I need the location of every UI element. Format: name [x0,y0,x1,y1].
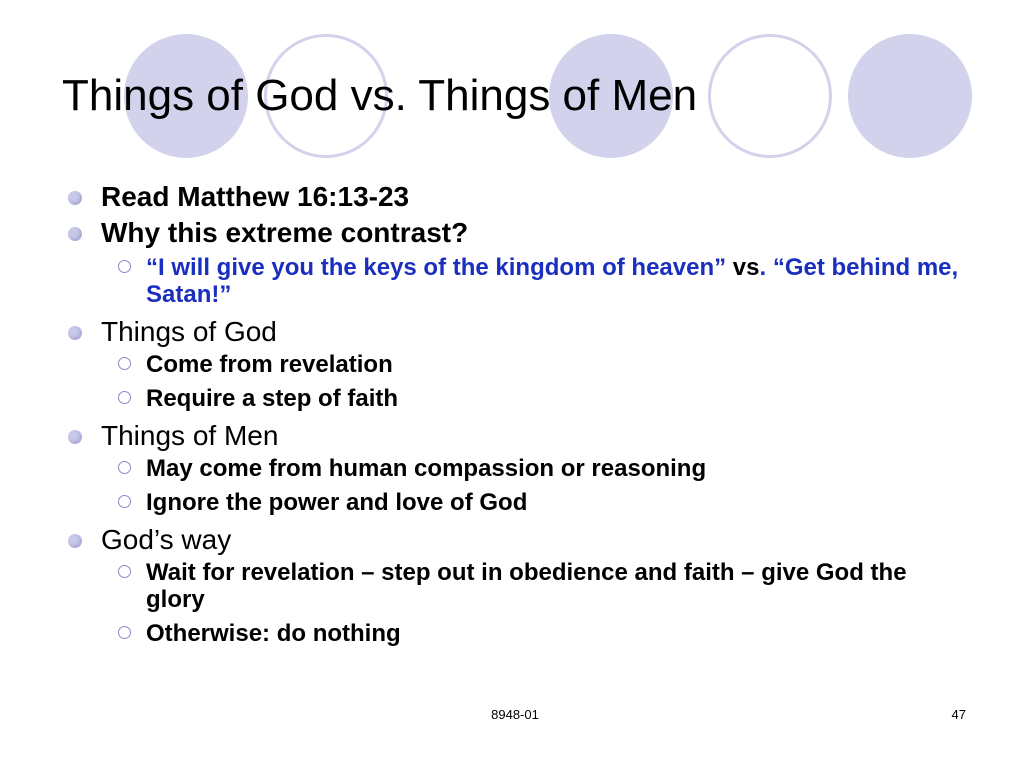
bullet-item [66,315,966,349]
quote-contrast-text [111,254,966,308]
vs-dot: . [759,254,767,281]
sub-bullet-list [66,455,966,516]
sub-bullet-item [66,620,966,647]
bullet-ring-icon [118,626,131,639]
sub-bullet-text: Otherwise: do nothing [146,620,401,647]
quote-get-behind-me: “Get behind me, Satan!” [146,254,959,308]
slide-title: Things of God vs. Things of Men [62,71,698,120]
bullet-ring-icon [118,495,131,508]
decorative-circle-ring [708,34,832,158]
bullet-item [66,216,966,250]
bullet-text: Things of God [101,316,277,347]
decorative-circle-filled [848,34,972,158]
sub-bullet-text: Ignore the power and love of God [146,489,528,516]
bullet-ring-icon [118,260,131,273]
bullet-text: Read Matthew 16:13-23 [101,181,410,212]
bullet-disc-icon [68,227,82,241]
sub-bullet-list [66,559,966,647]
sub-bullet-text: Require a step of faith [146,385,399,412]
bullet-item [66,419,966,453]
sub-bullet-item [66,489,966,516]
bullet-item [66,180,966,214]
bullet-text: Why this extreme contrast? [101,217,469,248]
bullet-ring-icon [118,461,131,474]
bullet-ring-icon [118,357,131,370]
bullet-ring-icon [118,391,131,404]
vs-joiner: vs [726,254,760,281]
page-number: 47 [951,707,966,722]
bullet-disc-icon [68,534,82,548]
bullet-disc-icon [68,191,82,205]
bullet-list [66,180,966,654]
footer-code: 8948-01 [491,707,539,722]
bullet-item [66,523,966,557]
sub-bullet-item [66,254,966,308]
bullet-disc-icon [68,430,82,444]
sub-bullet-list [66,254,966,308]
quote-keys-of-kingdom: “I will give you the keys of the kingdom of heaven” [146,254,727,281]
bullet-text: Things of Men [101,420,279,451]
sub-bullet-item [66,559,966,613]
sub-bullet-text: May come from human compassion or reasoning [146,455,707,482]
sub-bullet-text: Wait for revelation – step out in obedience and faith – give God the glory [146,559,907,613]
bullet-ring-icon [118,565,131,578]
bullet-disc-icon [68,326,82,340]
sub-bullet-item [66,351,966,378]
bullet-text: God’s way [101,524,232,555]
sub-bullet-list [66,351,966,412]
sub-bullet-item [66,455,966,482]
sub-bullet-text: Come from revelation [146,351,393,378]
sub-bullet-item [66,385,966,412]
